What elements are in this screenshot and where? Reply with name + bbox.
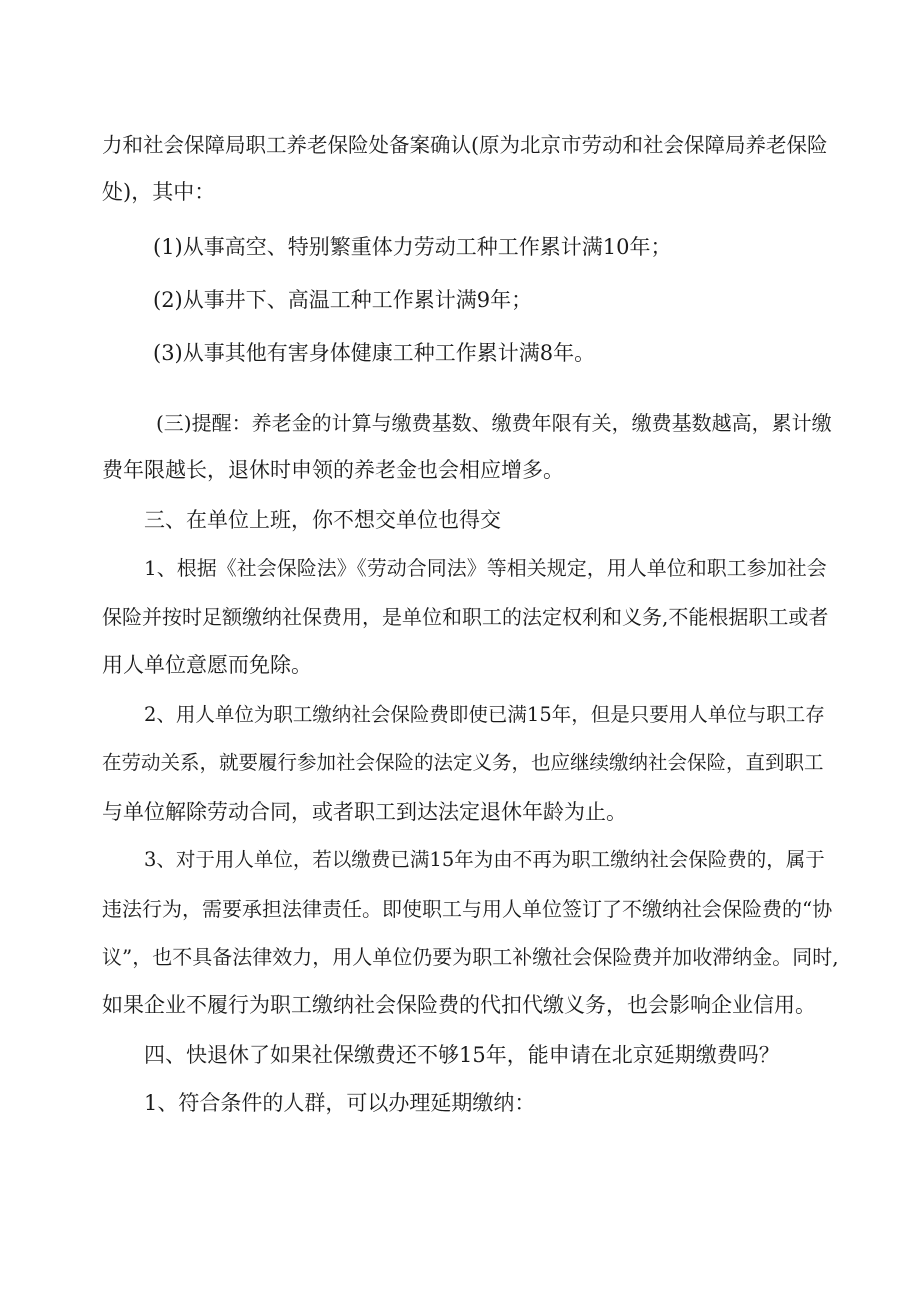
- text-line: 处)，其中：: [102, 180, 216, 204]
- text-line: 议”，也不具备法律效力，用人单位仍要为职工补缴社会保险费并加收滞纳金。同时,: [102, 945, 839, 969]
- text-line: 1、根据《社会保险法》《劳动合同法》等相关规定，用人单位和职工参加社会: [144, 556, 827, 580]
- section-heading: 四、快退休了如果社保缴费还不够15年，能申请在北京延期缴费吗？: [144, 1043, 780, 1067]
- text-line: 保险并按时足额缴纳社保费用，是单位和职工的法定权利和义务,不能根据职工或者: [102, 605, 829, 629]
- text-line: 1、符合条件的人群，可以办理延期缴纳：: [144, 1091, 536, 1115]
- text-line: 2、用人单位为职工缴纳社会保险费即使已满15年，但是只要用人单位与职工存: [144, 703, 825, 726]
- section-heading: 三、在单位上班，你不想交单位也得交: [144, 508, 501, 532]
- list-item: (3)从事其他有害身体健康工种工作累计满8年。: [153, 341, 596, 365]
- text-line: 在劳动关系，就要履行参加社会保险的法定义务，也应继续缴纳社会保险，直到职工: [102, 751, 824, 774]
- text-line: 违法行为，需要承担法律责任。即使职工与用人单位签订了不缴纳社会保险费的“协: [102, 897, 833, 921]
- text-line: 力和社会保障局职工养老保险处备案确认(原为北京市劳动和社会保障局养老保险: [102, 133, 828, 157]
- text-line: (三)提醒：养老金的计算与缴费基数、缴费年限有关，缴费基数越高，累计缴: [156, 411, 832, 435]
- text-line: 用人单位意愿而免除。: [102, 653, 312, 677]
- text-line: 3、对于用人单位，若以缴费已满15年为由不再为职工缴纳社会保险费的，属于: [144, 848, 825, 871]
- list-item: (1)从事高空、特别繁重体力劳动工种工作累计满10年；: [153, 235, 672, 259]
- text-line: 费年限越长，退休时申领的养老金也会相应增多。: [102, 458, 564, 482]
- list-item: (2)从事井下、高温工种工作累计满9年；: [153, 288, 533, 312]
- text-line: 如果企业不履行为职工缴纳社会保险费的代扣代缴义务，也会影响企业信用。: [102, 993, 816, 1017]
- text-line: 与单位解除劳动合同，或者职工到达法定退休年龄为止。: [102, 800, 627, 824]
